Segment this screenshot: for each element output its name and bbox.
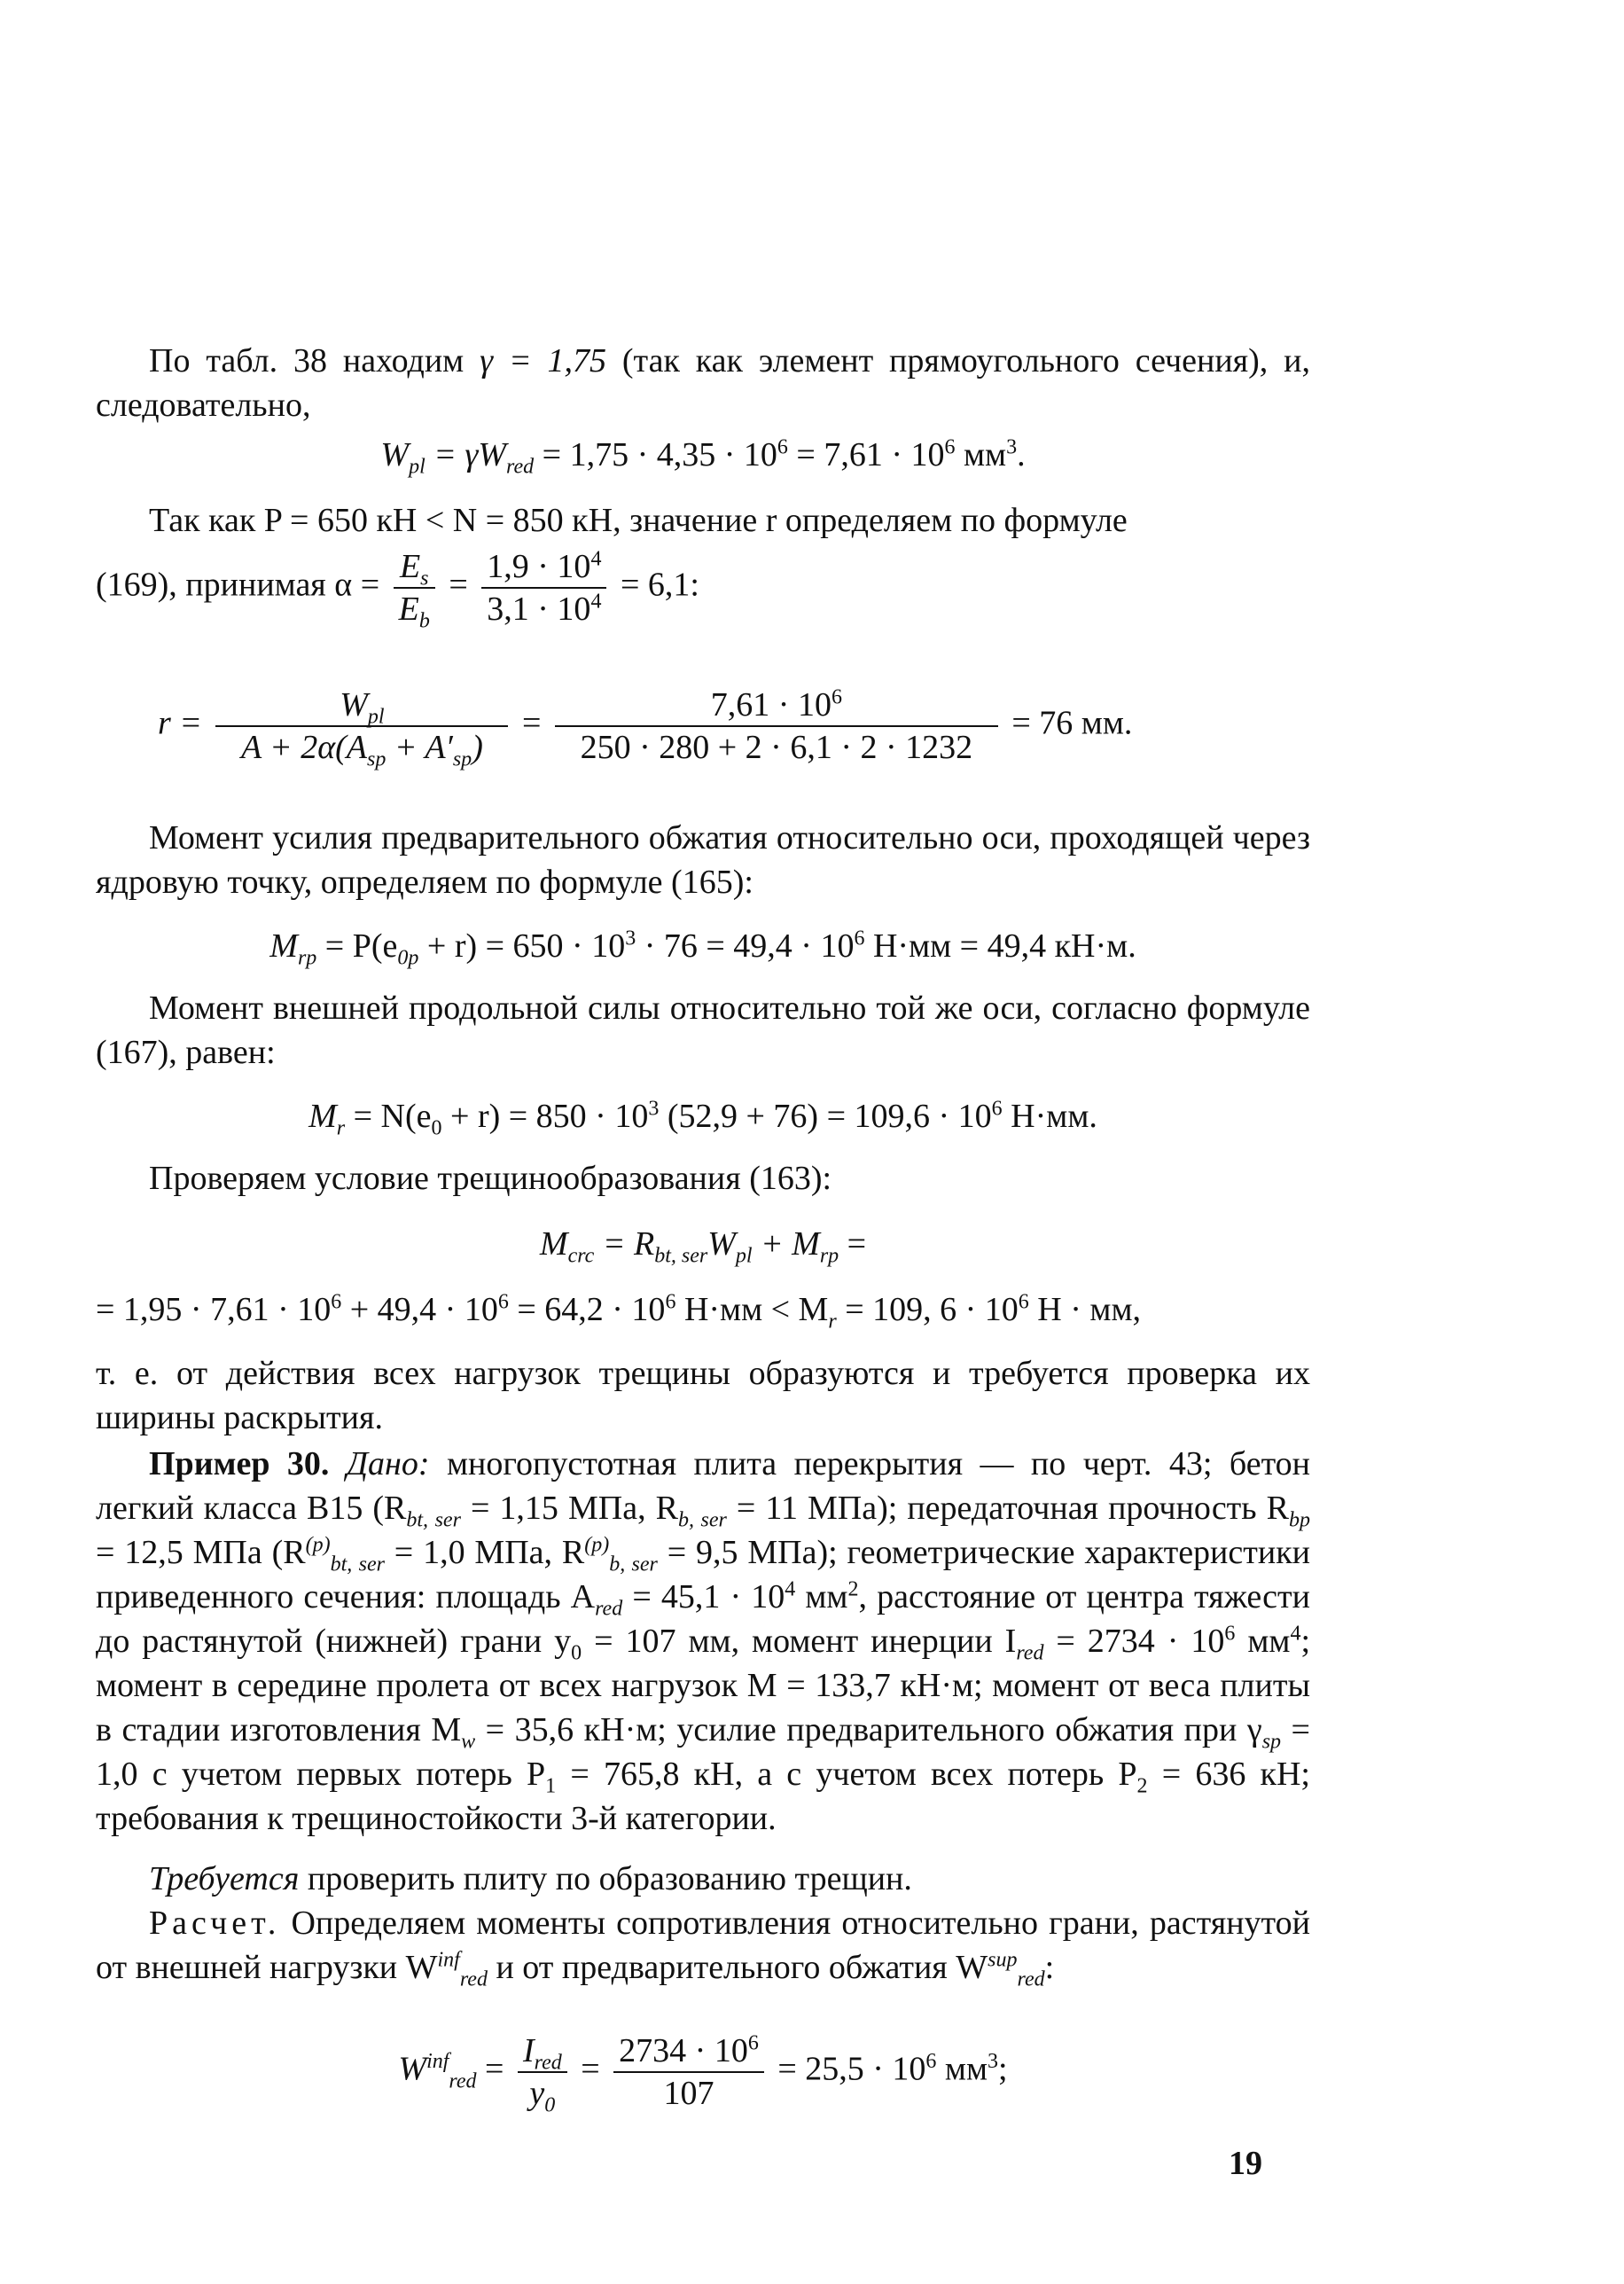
calculation-label: Расчет. (149, 1905, 281, 1942)
paragraph-conclusion: т. е. от действия всех нагрузок трещины образуются и требуется проверка их ширины раскрытия. (96, 1355, 1310, 1436)
paragraph-calculation: Расчет. Определяем моменты сопротивления относительно грани, растянутой от внешней нагрузки $W^{inf}_{red}$ и от предварительного обжатия $W^{sup}_{red}$: (96, 1905, 1310, 1991)
paragraph-mrp-intro: Момент усилия предварительного обжатия относительно оси, проходящей через ядровую точку, определяем по формуле (165): (96, 819, 1310, 901)
example-label: Пример 30. (149, 1445, 330, 1482)
gamma-value: γ = 1,75 (480, 342, 606, 379)
paragraph-mr-intro: Момент внешней продольной силы относительно той же оси, согласно формуле (167), равен: (96, 989, 1310, 1071)
equation-w-inf: $W^{inf}_{red}$ = $\frac{I_{red}}{y_0}$ = $\frac{2734 \cdot 10^6}{107}$ = $25,5 \cdot 10^6$ $мм^3$; (398, 2031, 1008, 2117)
equation-mr: $M_r = N(e_0 + r) = 850 \cdot 10^3$ $(52,9 + 76) = 109,6 \cdot 10^6$ Н·мм. (308, 1097, 1097, 1140)
paragraph-gamma: По табл. 38 находим γ = 1,75 (так как элемент прямоугольного сечения), и, следовательно, (96, 342, 1310, 424)
fraction-alpha-values: $\frac{1,9 \cdot 10^4}{3,1 \cdot 10^4}$ (481, 546, 606, 630)
paragraph-crack-check: Проверяем условие трещинообразования (163): (149, 1160, 832, 1197)
fraction-w-inf-values: $\frac{2734 \cdot 10^6}{107}$ (613, 2030, 764, 2114)
fraction-es-eb: $\frac{E_s}{E_b}$ (394, 546, 435, 630)
fraction-ired-y0: $\frac{I_{red}}{y_0}$ (518, 2030, 567, 2114)
equation-r: r = $\frac{W_{pl}}{A + 2\alpha(A_{sp} + A'_{sp})}$ = $\frac{7,61 \cdot 10^6}{250 \cdot 280 + 2 \cdot 6,1 \cdot 2 \cdot 1232}$ = 76 мм. (158, 685, 1133, 771)
equation-mcrc-values: = $1,95 \cdot 7,61 \cdot 10^6 + 49,4 \cdot 10^6 = 64,2 \cdot 10^6$ $Н\cdot мм < M_r = 109$, $6 \cdot 10^6$ Н · мм, (96, 1290, 1141, 1334)
paragraph-r-formula: Так как P = 650 кН < N = 850 кН, значение r определяем по формуле (149, 502, 1128, 539)
page-number: 19 (1229, 2145, 1262, 2182)
paragraph-example-30: Пример 30. Дано: многопустотная плита перекрытия — по черт. 43; бетон легкий класса B15 ($R_{bt, ser} = 1,15$ МПа, $R_{b, ser} = 11$ МПа); передаточная прочность $R_{bp} = 12,5$ МПа ($R^{(p)}_{bt, ser} = 1,0$ МПа, $R^{(p)}_{b, ser} = 9,5$ МПа); геометрические характеристики приведенного сечения: площадь $A_{red} = 45,1 \cdot 10^4$ $мм^2$, расстояние от центра тяжести до растянутой (нижней) грани $y_0 = 107$ мм, момент инерции $I_{red} = 2734 \cdot 10^6$ $мм^4$; момент в середине пролета от всех нагрузок M = 133,7 кН·м; момент от веса плиты в стадии изготовления $M_w = 35,6$ кН·м; усилие предварительного обжатия при $\gamma_{sp} = 1,0$ с учетом первых потерь $P_1 = 765,8$ кН, а с учетом всех потерь $P_2 = 636$ кН; требования к трещиностойкости 3-й категории. (96, 1445, 1311, 1837)
fraction-r-symbolic: $\frac{W_{pl}}{A + 2\alpha(A_{sp} + A'_{sp})}$ (215, 684, 508, 768)
equation-mrp: $M_{rp} = P(e_{0p} + r) = 650 \cdot 10^3 \cdot 76 = 49,4 \cdot 10^6$ Н·мм = 49,4 кН·м. (269, 927, 1136, 970)
fraction-r-numeric: $\frac{7,61 \cdot 10^6}{250 \cdot 280 + 2 \cdot 6,1 \cdot 2 \cdot 1232}$ (555, 684, 998, 768)
equation-wpl: $W_{pl} = \gamma W_{red} = 1,75 \cdot 4,35 \cdot 10^6 = 7,61 \cdot 10^6$ $мм^3$. (380, 435, 1026, 479)
equation-mcrc: $M_{crc} = R_{bt, ser}W_{pl} + M_{rp}$ = (539, 1225, 867, 1268)
equation-alpha: (169), принимая α = $\frac{E_s}{E_b}$ = $\frac{1,9 \cdot 10^4}{3,1 \cdot 10^4}$ = 6,1: (96, 547, 699, 633)
paragraph-required: Требуется проверить плиту по образованию трещин. (149, 1860, 912, 1897)
